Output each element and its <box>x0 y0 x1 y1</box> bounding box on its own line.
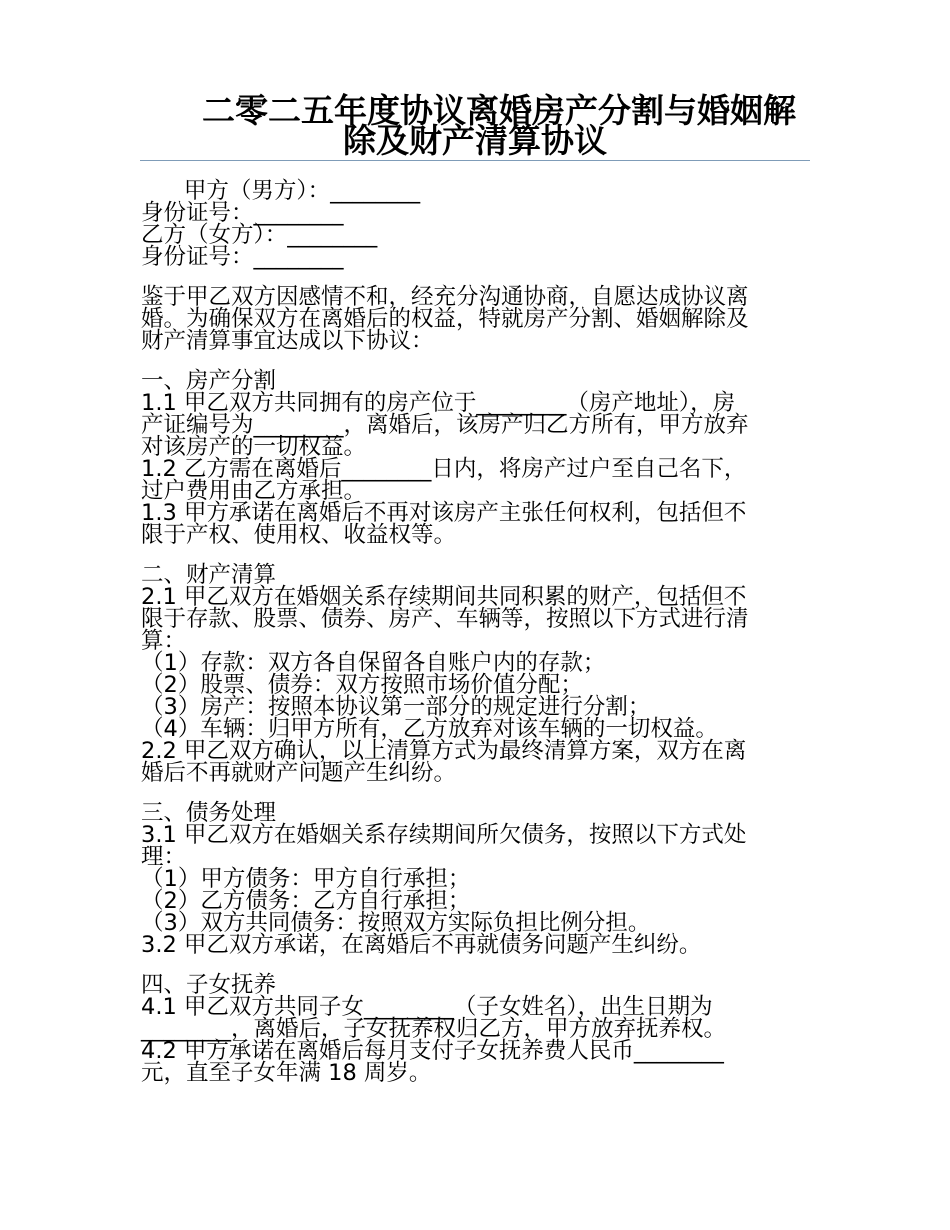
party-line: 身份证号：________ <box>141 244 344 270</box>
clause-line: 3.1 甲乙双方在婚姻关系存续期间所欠债务，按照以下方式处 <box>141 822 747 848</box>
section-heading: 一、房产分割 <box>141 368 277 394</box>
clause-line: （4）车辆：归甲方所有，乙方放弃对该车辆的一切权益。 <box>141 716 718 742</box>
clause-line: 元，直至子女年满 18 周岁。 <box>141 1060 432 1086</box>
title-underline <box>140 160 810 161</box>
section-heading: 三、债务处理 <box>141 800 277 826</box>
title-line-2: 除及财产清算协议 <box>343 121 607 160</box>
clause-line: （2）乙方债务：乙方自行承担； <box>141 888 471 914</box>
preamble-block <box>141 286 821 352</box>
section-heading: 二、财产清算 <box>141 562 277 588</box>
clause-line: 理： <box>141 844 187 870</box>
clause-line: 算： <box>141 628 187 654</box>
section-debts <box>141 802 821 956</box>
clause-line: 4.1 甲乙双方共同子女________（子女姓名），出生日期为 <box>141 994 713 1020</box>
clause-line: （2）股票、债券：双方按照市场价值分配； <box>141 672 583 698</box>
clause-line: 1.2 乙方需在离婚后________日内，将房产过户至自己名下， <box>141 456 747 482</box>
clause-line: ________，离婚后，子女抚养权归乙方，甲方放弃抚养权。 <box>141 1016 727 1042</box>
clause-line: 婚后不再就财产问题产生纠纷。 <box>141 760 457 786</box>
clause-line: 2.1 甲乙双方在婚姻关系存续期间共同积累的财产，包括但不 <box>141 584 747 610</box>
preamble-line: 财产清算事宜达成以下协议： <box>141 328 434 354</box>
document-body <box>141 180 821 1084</box>
document-title <box>140 91 810 160</box>
preamble-line: 婚。为确保双方在离婚后的权益，特就房产分割、婚姻解除及 <box>141 306 749 332</box>
clause-line: 过户费用由乙方承担。 <box>141 478 367 504</box>
parties-block <box>141 180 821 268</box>
clause-line: 1.3 甲方承诺在离婚后不再对该房产主张任何权利，包括但不 <box>141 500 747 526</box>
clause-line: （3）房产：按照本协议第一部分的规定进行分割； <box>141 694 651 720</box>
preamble-line: 鉴于甲乙双方因感情不和，经充分沟通协商，自愿达成协议离 <box>141 284 749 310</box>
section-property <box>141 370 821 546</box>
clause-line: 限于产权、使用权、收益权等。 <box>141 522 457 548</box>
clause-line: 1.1 甲乙双方共同拥有的房产位于________（房产地址），房 <box>141 390 736 416</box>
title-line-1: 二零二五年度协议离婚房产分割与婚姻解 <box>202 91 796 130</box>
clause-line: （1）存款：双方各自保留各自账户内的存款； <box>141 650 606 676</box>
clause-line: 对该房产的一切权益。 <box>141 434 367 460</box>
clause-line: （3）双方共同债务：按照双方实际负担比例分担。 <box>141 910 651 936</box>
section-children <box>141 974 821 1084</box>
clause-line: 4.2 甲方承诺在离婚后每月支付子女抚养费人民币________ <box>141 1038 724 1064</box>
clause-line: 限于存款、股票、债券、房产、车辆等，按照以下方式进行清 <box>141 606 749 632</box>
section-heading: 四、子女抚养 <box>141 972 277 998</box>
clause-line: （1）甲方债务：甲方自行承担； <box>141 866 471 892</box>
party-line: 甲方（男方）：________ <box>141 178 421 204</box>
party-line: 身份证号：________ <box>141 200 344 226</box>
party-line: 乙方（女方）：________ <box>141 222 378 248</box>
clause-line: 2.2 甲乙双方确认，以上清算方式为最终清算方案，双方在离 <box>141 738 747 764</box>
clause-line: 产证编号为________，离婚后，该房产归乙方所有，甲方放弃 <box>141 412 749 438</box>
section-assets <box>141 564 821 784</box>
clause-line: 3.2 甲乙双方承诺，在离婚后不再就债务问题产生纠纷。 <box>141 932 702 958</box>
